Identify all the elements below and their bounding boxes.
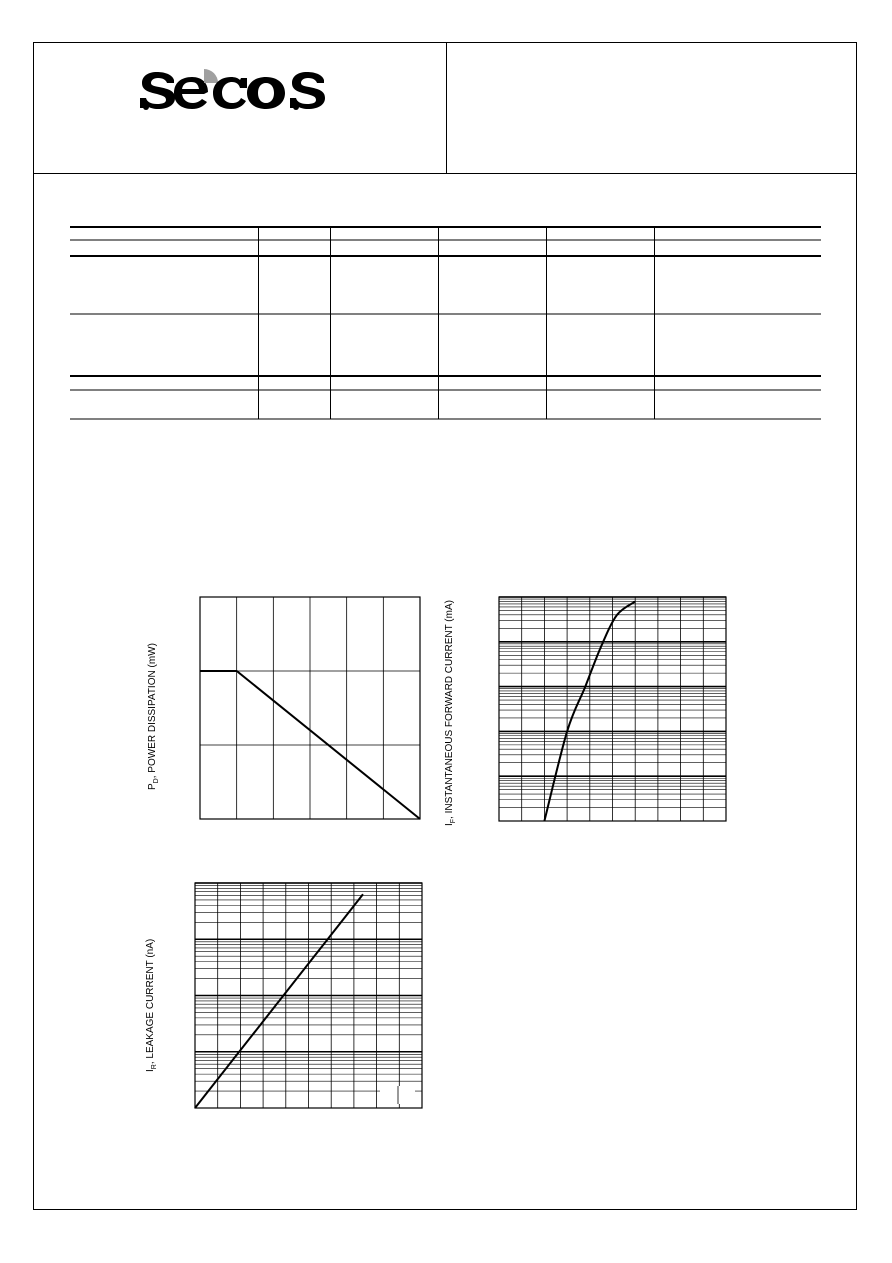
table-grid <box>70 226 821 420</box>
chart2-ylabel: $I_F$, INSTANTANEOUS FORWARD CURRENT (mA) <box>444 600 457 826</box>
leakage-current-chart <box>194 882 423 1109</box>
header-info-cell <box>447 42 857 174</box>
characteristics-table <box>70 226 821 420</box>
chart3-ylabel: $I_R$, LEAKAGE CURRENT (nA) <box>145 938 158 1072</box>
secos-logo <box>138 66 343 117</box>
secos-logo-graphic <box>138 66 343 112</box>
corner-box <box>380 1086 415 1104</box>
chart1-ylabel: $P_D$, POWER DISSIPATION (mW) <box>147 643 160 790</box>
power-dissipation-chart <box>199 596 421 820</box>
forward-current-chart <box>498 596 727 822</box>
